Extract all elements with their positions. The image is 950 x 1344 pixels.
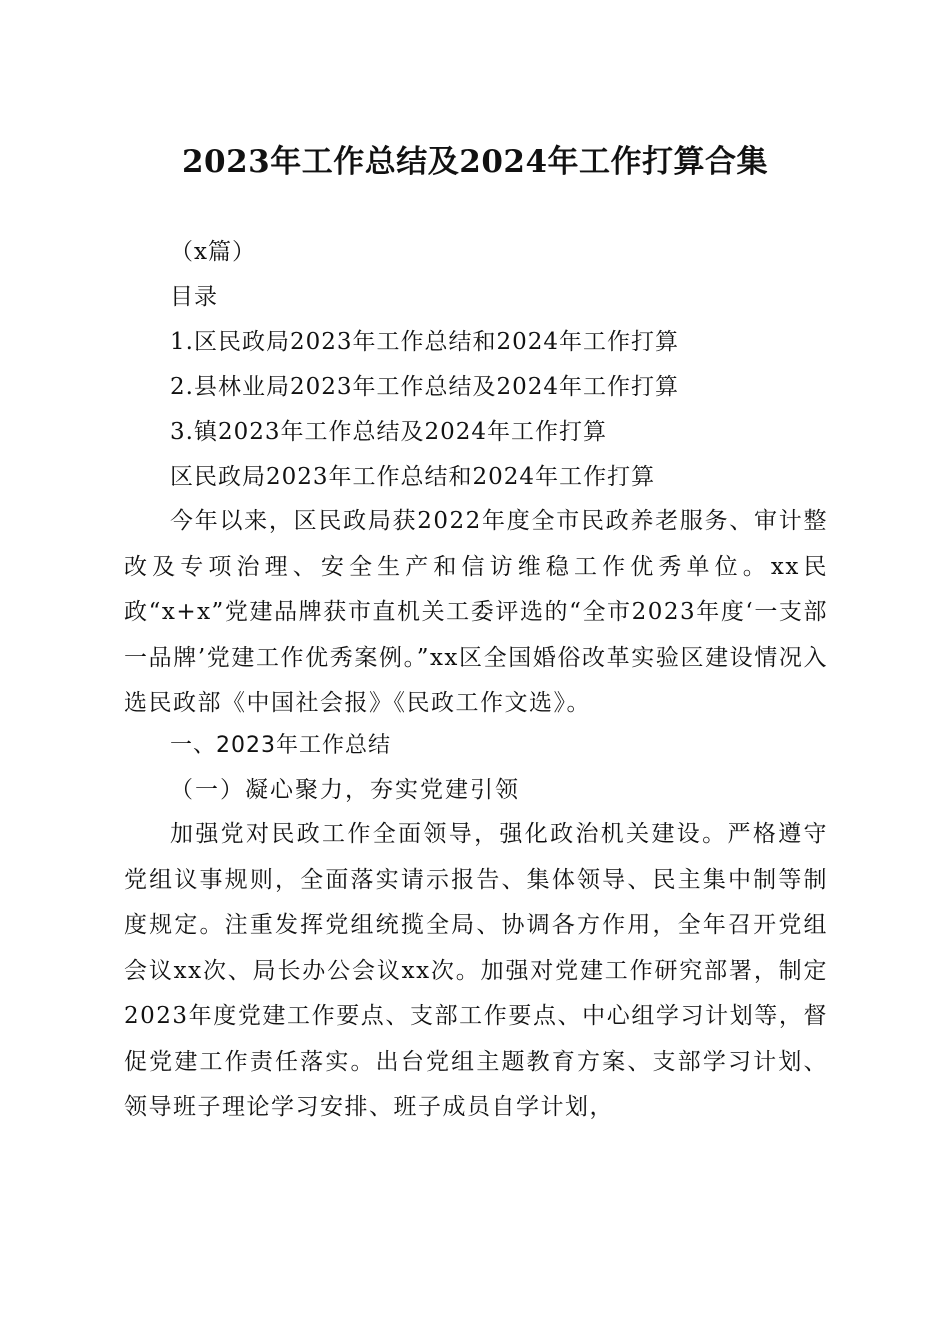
document-title: 2023年工作总结及2024年工作打算合集 — [181, 144, 769, 180]
section-heading: 一、2023年工作总结 — [170, 733, 391, 758]
count-note: （x篇） — [170, 239, 256, 265]
intro-paragraph: 今年以来，区民政局获2022年度全市民政养老服务、审计整改及专项治理、安全生产和信访维稳工作优秀单位。xx民政“x+x”党建品牌获市直机关工委评选的“全市2023年度‘一支部一品牌’党建工作优秀案例。”xx区全国婚俗改革实验区建设情况入选民政部《中国社会报》《民政工作文选》。 — [124, 508, 828, 716]
body-paragraph: 加强党对民政工作全面领导，强化政治机关建设。严格遵守党组议事规则，全面落实请示报告、集体领导、民主集中制等制度规定。注重发挥党组统揽全局、协调各方作用，全年召开党组会议xx次、局长办公会议xx次。加强对党建工作研究部署，制定2023年度党建工作要点、支部工作要点、中心组学习计划等，督促党建工作责任落实。出台党组主题教育方案、支部学习计划、领导班子理论学习安排、班子成员自学计划， — [124, 821, 828, 1120]
article-title: 区民政局2023年工作总结和2024年工作打算 — [170, 464, 656, 490]
subsection-heading: （一）凝心聚力，夯实党建引领 — [170, 777, 520, 803]
toc-item: 2.县林业局2023年工作总结及2024年工作打算 — [170, 374, 680, 400]
toc-item: 3.镇2023年工作总结及2024年工作打算 — [170, 419, 608, 445]
toc-label: 目录 — [170, 284, 218, 310]
toc-item: 1.区民政局2023年工作总结和2024年工作打算 — [170, 329, 680, 355]
